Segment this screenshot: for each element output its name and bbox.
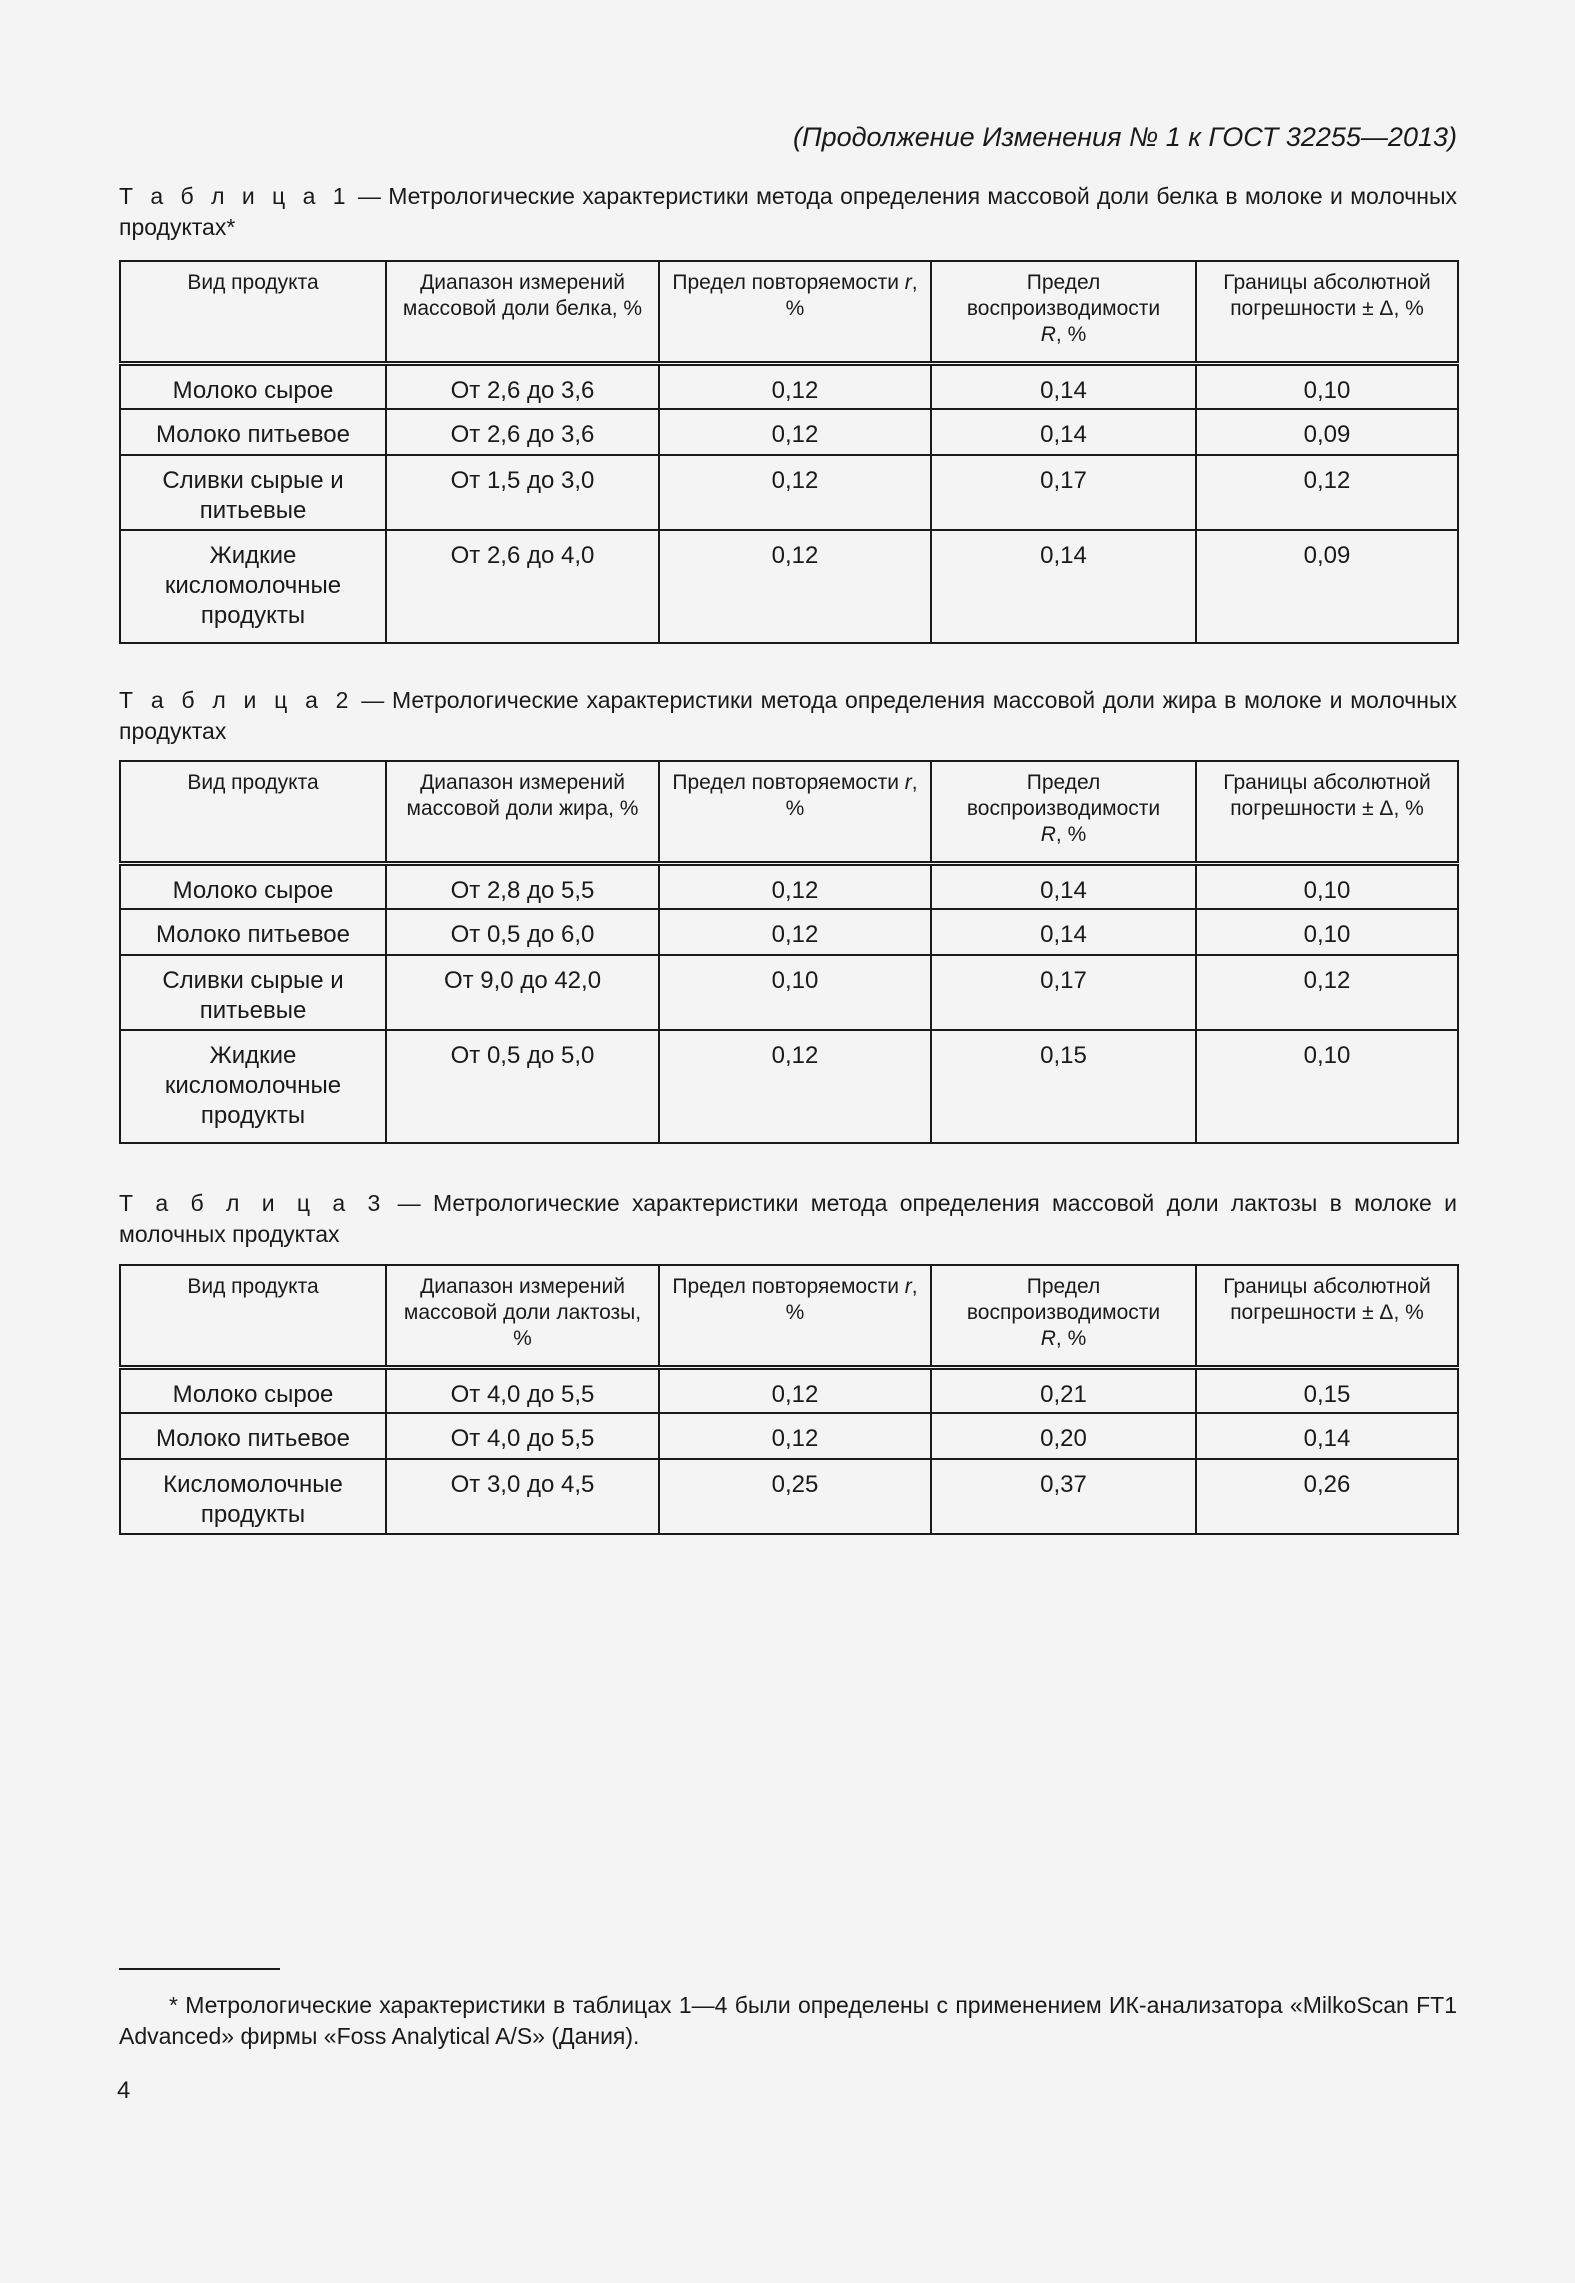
table-row (120, 363, 1458, 409)
cell-delta: 0,14 (1196, 1413, 1458, 1459)
repeatability-label: Предел повторяемости (672, 1275, 899, 1298)
col-header-product: Вид продукта (120, 1265, 386, 1367)
col-header-error: Границы абсолютной погрешности ± Δ, % (1196, 761, 1458, 863)
cell-R: 0,14 (931, 909, 1196, 955)
table2-caption (119, 685, 1457, 747)
col-header-repeatability (659, 761, 931, 863)
cell-range: От 2,8 до 5,5 (386, 863, 659, 909)
cell-product: Молоко питьевое (120, 409, 386, 455)
cell-range: От 9,0 до 42,0 (386, 955, 659, 1030)
repeatability-unit: , % (785, 271, 918, 320)
reproducibility-unit: , % (1055, 1327, 1087, 1350)
cell-r: 0,12 (659, 530, 931, 643)
cell-product: Сливки сырые и питьевые (120, 455, 386, 530)
cell-r: 0,12 (659, 363, 931, 409)
table1-caption-text: — Метрологические характеристики метода определения массовой доли белка в молоке и молочных продуктах* (119, 183, 1457, 240)
footnote-rule (119, 1968, 280, 1970)
cell-product: Жидкие кисломолочные продукты (120, 1030, 386, 1143)
table-row (120, 455, 1458, 530)
col-header-reproducibility (931, 1265, 1196, 1367)
cell-range: От 1,5 до 3,0 (386, 455, 659, 530)
table-row (120, 530, 1458, 643)
cell-delta: 0,26 (1196, 1459, 1458, 1534)
cell-product: Молоко сырое (120, 363, 386, 409)
reproducibility-symbol: R (1040, 323, 1056, 346)
cell-R: 0,21 (931, 1367, 1196, 1413)
col-header-range: Диапазон измерений массовой доли белка, % (386, 261, 659, 363)
cell-r: 0,12 (659, 1030, 931, 1143)
repeatability-unit: , % (785, 1275, 918, 1324)
cell-delta: 0,10 (1196, 363, 1458, 409)
table2-caption-text: — Метрологические характеристики метода определения массовой доли жира в молоке и молочных продуктах (119, 687, 1457, 744)
cell-R: 0,17 (931, 955, 1196, 1030)
col-header-reproducibility (931, 761, 1196, 863)
table-row (120, 1413, 1458, 1459)
table3-header-row (120, 1265, 1458, 1367)
cell-product: Молоко питьевое (120, 909, 386, 955)
cell-range: От 3,0 до 4,5 (386, 1459, 659, 1534)
table-row (120, 409, 1458, 455)
table-row (120, 1030, 1458, 1143)
cell-r: 0,12 (659, 455, 931, 530)
cell-range: От 4,0 до 5,5 (386, 1413, 659, 1459)
col-header-error: Границы абсолютной погрешности ± Δ, % (1196, 261, 1458, 363)
reproducibility-unit: , % (1055, 323, 1087, 346)
reproducibility-unit: , % (1055, 823, 1087, 846)
reproducibility-label: Предел воспроизводимости (966, 771, 1161, 820)
cell-range: От 2,6 до 3,6 (386, 409, 659, 455)
cell-delta: 0,09 (1196, 530, 1458, 643)
cell-r: 0,25 (659, 1459, 931, 1534)
running-header: (Продолжение Изменения № 1 к ГОСТ 32255—2013) (793, 122, 1457, 152)
col-header-range: Диапазон измерений массовой доли жира, % (386, 761, 659, 863)
table2 (119, 760, 1459, 1144)
cell-R: 0,14 (931, 363, 1196, 409)
cell-delta: 0,15 (1196, 1367, 1458, 1413)
cell-R: 0,14 (931, 530, 1196, 643)
cell-product: Молоко сырое (120, 1367, 386, 1413)
col-header-reproducibility (931, 261, 1196, 363)
col-header-range: Диапазон измерений массовой доли лактозы, % (386, 1265, 659, 1367)
table1-caption (119, 181, 1457, 243)
cell-range: От 2,6 до 4,0 (386, 530, 659, 643)
repeatability-label: Предел повторяемости (672, 271, 899, 294)
reproducibility-symbol: R (1040, 823, 1056, 846)
cell-R: 0,15 (931, 1030, 1196, 1143)
cell-r: 0,12 (659, 1413, 931, 1459)
cell-delta: 0,12 (1196, 455, 1458, 530)
col-header-error: Границы абсолютной погрешности ± Δ, % (1196, 1265, 1458, 1367)
table3-caption-text: — Метрологические характеристики метода определения массовой доли лактозы в молоке и молочных продуктах (119, 1190, 1457, 1247)
table-row (120, 909, 1458, 955)
cell-product: Молоко питьевое (120, 1413, 386, 1459)
reproducibility-label: Предел воспроизводимости (966, 271, 1161, 320)
cell-delta: 0,12 (1196, 955, 1458, 1030)
cell-r: 0,12 (659, 1367, 931, 1413)
table1-caption-lead: Т а б л и ц а 1 (119, 183, 351, 209)
cell-r: 0,12 (659, 863, 931, 909)
table3-caption (119, 1188, 1457, 1250)
cell-range: От 2,6 до 3,6 (386, 363, 659, 409)
cell-delta: 0,10 (1196, 909, 1458, 955)
table-row (120, 863, 1458, 909)
cell-delta: 0,10 (1196, 1030, 1458, 1143)
cell-r: 0,10 (659, 955, 931, 1030)
cell-R: 0,17 (931, 455, 1196, 530)
cell-R: 0,14 (931, 863, 1196, 909)
cell-delta: 0,10 (1196, 863, 1458, 909)
cell-r: 0,12 (659, 909, 931, 955)
cell-range: От 0,5 до 6,0 (386, 909, 659, 955)
cell-R: 0,14 (931, 409, 1196, 455)
reproducibility-label: Предел воспроизводимости (966, 1275, 1161, 1324)
repeatability-label: Предел повторяемости (672, 771, 899, 794)
cell-product: Кисломолочные продукты (120, 1459, 386, 1534)
reproducibility-symbol: R (1040, 1327, 1056, 1350)
table3-caption-lead: Т а б л и ц а 3 (119, 1190, 386, 1216)
table3 (119, 1264, 1459, 1535)
col-header-product: Вид продукта (120, 761, 386, 863)
table-row (120, 1459, 1458, 1534)
cell-range: От 0,5 до 5,0 (386, 1030, 659, 1143)
col-header-repeatability (659, 261, 931, 363)
repeatability-symbol: r (904, 1275, 912, 1298)
footnote: * Метрологические характеристики в таблицах 1—4 были определены с применением ИК-анализатора «MilkoScan FT1 Advanced» фирмы «Foss Analytical A/S» (Дания). (119, 1992, 1457, 2049)
repeatability-unit: , % (785, 771, 918, 820)
table-row (120, 1367, 1458, 1413)
col-header-product: Вид продукта (120, 261, 386, 363)
col-header-repeatability (659, 1265, 931, 1367)
cell-R: 0,37 (931, 1459, 1196, 1534)
cell-R: 0,20 (931, 1413, 1196, 1459)
cell-product: Сливки сырые и питьевые (120, 955, 386, 1030)
cell-r: 0,12 (659, 409, 931, 455)
cell-product: Жидкие кисломолочные продукты (120, 530, 386, 643)
cell-product: Молоко сырое (120, 863, 386, 909)
cell-range: От 4,0 до 5,5 (386, 1367, 659, 1413)
page-number: 4 (117, 2077, 131, 2104)
cell-delta: 0,09 (1196, 409, 1458, 455)
repeatability-symbol: r (904, 271, 912, 294)
repeatability-symbol: r (904, 771, 912, 794)
table-row (120, 955, 1458, 1030)
table2-caption-lead: Т а б л и ц а 2 (119, 687, 354, 713)
table1 (119, 260, 1459, 644)
table2-header-row (120, 761, 1458, 863)
table1-header-row (120, 261, 1458, 363)
